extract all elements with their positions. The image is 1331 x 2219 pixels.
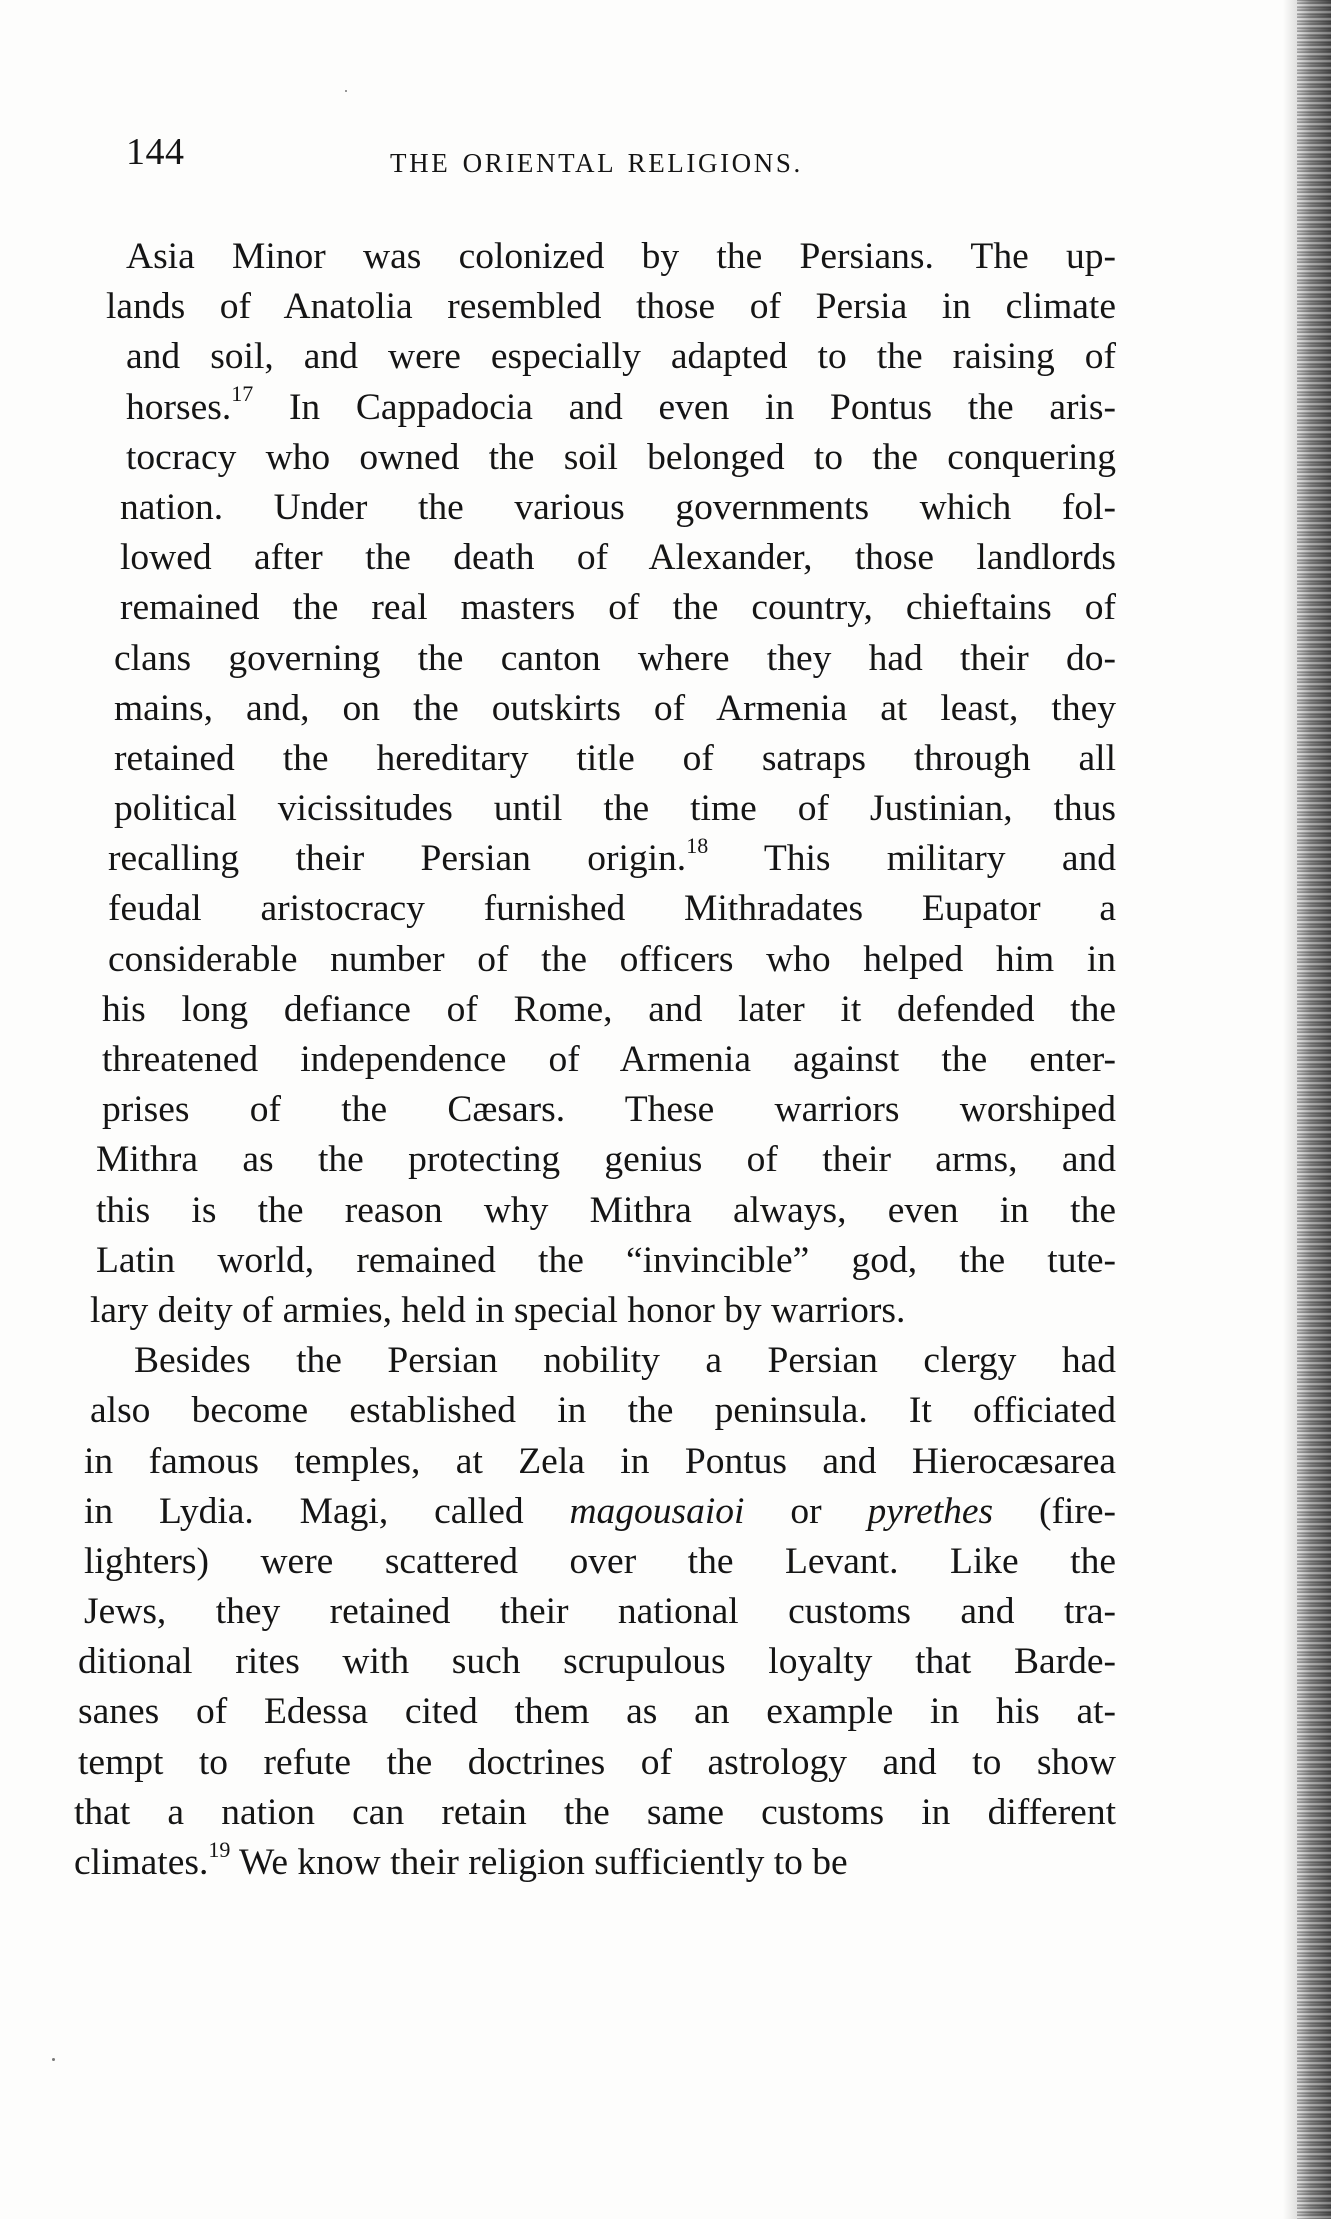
text-segment: climates.	[74, 1842, 209, 1883]
text-line	[96, 1236, 1116, 1286]
scan-speck	[345, 90, 347, 92]
text-segment: This military and	[708, 838, 1116, 880]
text-segment: sanes of Edessa cited them as an example in his at-	[78, 1691, 1116, 1733]
text-line	[108, 834, 1116, 884]
text-segment: In Cappadocia and even in Pontus the aris-	[253, 386, 1116, 428]
text-segment: clans governing the canton where they had their do-	[114, 637, 1116, 679]
text-segment: his long defiance of Rome, and later it defended the	[102, 988, 1116, 1030]
text-line	[96, 1186, 1116, 1236]
text-line	[108, 935, 1116, 985]
text-line	[126, 232, 1116, 282]
body-text	[74, 232, 1117, 1888]
text-line	[114, 734, 1116, 784]
text-segment: lary deity of armies, held in special honor by warriors.	[90, 1289, 906, 1331]
text-line	[78, 1687, 1116, 1737]
italic-term: pyrethes	[867, 1490, 994, 1532]
text-line	[90, 1336, 1116, 1386]
text-line	[120, 483, 1116, 533]
text-segment: lighters) were scattered over the Levant. Like the	[84, 1540, 1116, 1582]
text-segment: Jews, they retained their national customs and tra-	[84, 1591, 1116, 1633]
text-line	[74, 1838, 1116, 1888]
text-segment: tempt to refute the doctrines of astrology and to show	[78, 1741, 1116, 1783]
text-segment: lands of Anatolia resembled those of Persia in climate	[106, 286, 1116, 328]
text-segment: and soil, and were especially adapted to the raising of	[126, 336, 1116, 378]
text-segment: this is the reason why Mithra always, even in the	[96, 1189, 1116, 1231]
text-line	[84, 1587, 1116, 1637]
text-segment: ditional rites with such scrupulous loyalty that Barde-	[78, 1641, 1116, 1683]
text-line	[126, 383, 1116, 433]
text-line	[84, 1487, 1116, 1537]
text-line	[108, 884, 1116, 934]
text-line	[102, 985, 1116, 1035]
text-line	[126, 433, 1116, 483]
text-segment: Mithra as the protecting genius of their arms, and	[96, 1139, 1116, 1181]
text-segment: in famous temples, at Zela in Pontus and Hierocæsarea	[84, 1440, 1116, 1482]
text-line	[120, 533, 1116, 583]
footnote-marker: 19	[208, 1836, 231, 1862]
text-segment: Latin world, remained the “invincible” god, the tute-	[96, 1239, 1116, 1281]
text-segment: We know their religion sufficiently to be	[230, 1842, 848, 1883]
text-segment: or	[744, 1490, 868, 1532]
text-segment: prises of the Cæsars. These warriors worshiped	[102, 1089, 1116, 1131]
text-line	[114, 784, 1116, 834]
page-edge-shadow	[1283, 0, 1297, 2219]
text-line	[102, 1035, 1116, 1085]
text-line	[84, 1437, 1116, 1487]
text-segment: nation. Under the various governments which fol-	[120, 486, 1116, 528]
text-segment: horses.	[126, 386, 232, 428]
footnote-marker: 18	[686, 832, 709, 858]
text-segment: retained the hereditary title of satraps through all	[114, 737, 1116, 779]
text-segment: (fire-	[993, 1490, 1117, 1532]
text-segment: Besides the Persian nobility a Persian clergy had	[134, 1340, 1116, 1382]
text-segment: recalling their Persian origin.	[108, 838, 687, 880]
text-segment: that a nation can retain the same customs in different	[74, 1791, 1116, 1833]
text-segment: lowed after the death of Alexander, those landlords	[120, 537, 1116, 579]
text-line	[90, 1286, 1116, 1336]
text-segment: in Lydia. Magi, called	[84, 1490, 570, 1532]
text-segment: remained the real masters of the country, chieftains of	[120, 587, 1116, 629]
running-title: THE ORIENTAL RELIGIONS.	[390, 148, 803, 178]
italic-term: magousaioi	[569, 1490, 745, 1532]
text-line	[90, 1386, 1116, 1436]
footnote-marker: 17	[231, 381, 254, 407]
text-line	[114, 634, 1116, 684]
text-line	[120, 583, 1116, 633]
text-segment: political vicissitudes until the time of Justinian, thus	[114, 788, 1116, 830]
text-line	[114, 684, 1116, 734]
text-line	[102, 1085, 1116, 1135]
running-head	[126, 130, 1126, 180]
page-number: 144	[126, 131, 185, 173]
text-segment: tocracy who owned the soil belonged to the conquering	[126, 436, 1116, 478]
page-edge-scan	[1297, 0, 1331, 2219]
text-segment: threatened independence of Armenia against the enter-	[102, 1039, 1116, 1080]
text-line	[78, 1738, 1116, 1788]
text-line	[74, 1788, 1116, 1838]
text-segment: also become established in the peninsula. It officiated	[90, 1390, 1116, 1432]
scan-speck	[52, 2058, 55, 2061]
text-line	[78, 1637, 1116, 1687]
text-segment: mains, and, on the outskirts of Armenia at least, they	[114, 687, 1116, 729]
text-segment: feudal aristocracy furnished Mithradates Eupator a	[108, 888, 1116, 930]
text-line	[84, 1537, 1116, 1587]
text-line	[106, 282, 1116, 332]
text-line	[96, 1135, 1116, 1185]
text-segment: considerable number of the officers who helped him in	[108, 938, 1116, 980]
text-segment: Asia Minor was colonized by the Persians. The up-	[126, 236, 1116, 277]
text-line	[126, 332, 1116, 382]
